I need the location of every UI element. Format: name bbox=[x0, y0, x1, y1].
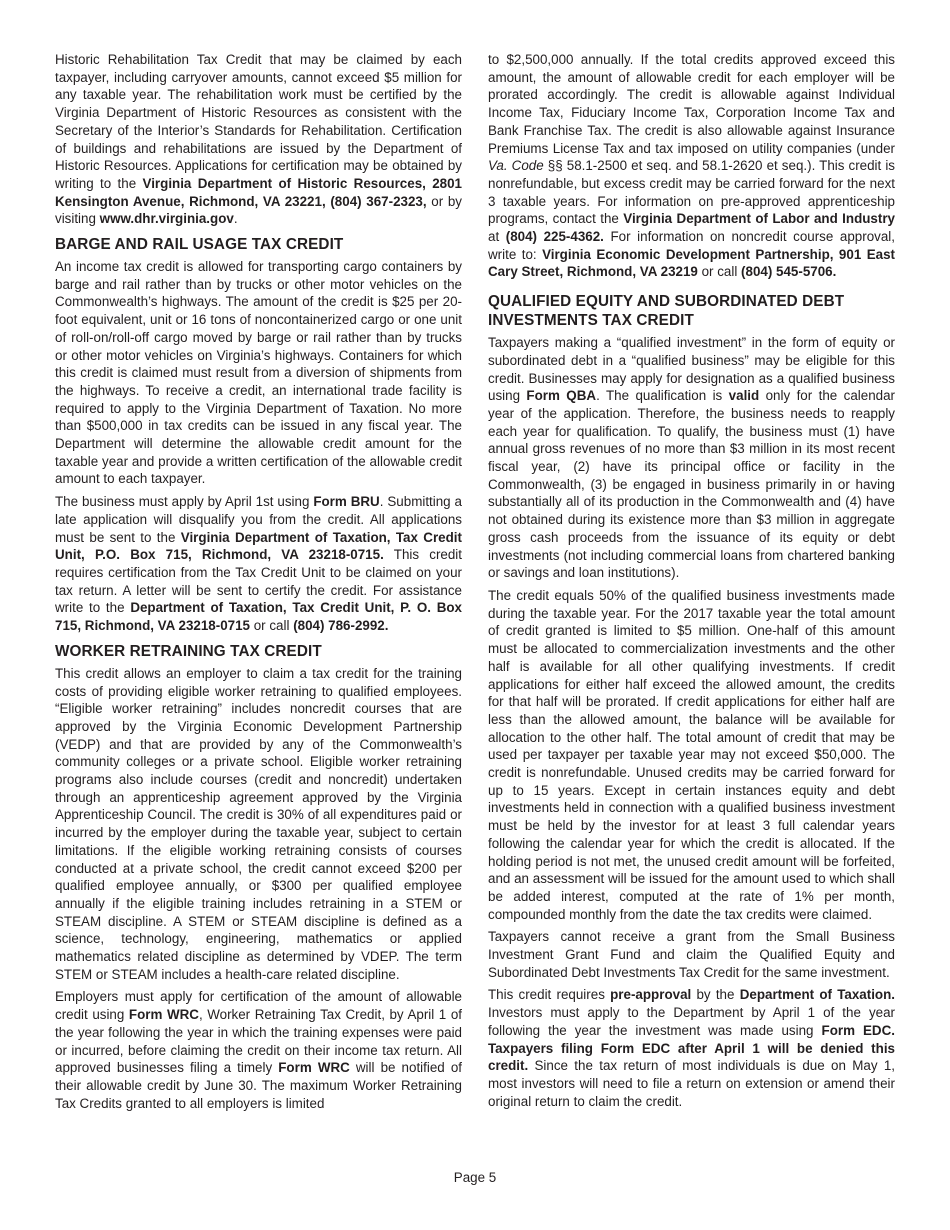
qualified-equity-heading: QUALIFIED EQUITY AND SUBORDINATED DEBT INVESTMENTS TAX CREDIT bbox=[488, 293, 845, 330]
page-number: Page 5 bbox=[453, 1170, 497, 1185]
worker-retraining-paragraph-2: Employers must apply for certification of the amount of allowable credit using Form WRC, Worker Retraining Tax Credit, by April 1 of the year following the year in which the training expenses were paid or incurred, before claiming the credit on their income tax return. All approved businesses filing a timely Form WRC will be notified of their allowable credit by June 30. The maximum Worker Retraining Tax Credits granted to all employers is limited bbox=[55, 989, 462, 1111]
qualified-equity-paragraph-4: This credit requires pre-approval by the Department of Taxation. Investors must apply to the Department by April 1 of the year following the year the investment was made using Form EDC. Taxpayers filing Form EDC after April 1 will be denied this credit. Since the tax return of most individuals is due on May 1, most investors will need to file a return on extension or amend their original return to claim the credit. bbox=[488, 987, 895, 1109]
worker-retraining-continued: to $2,500,000 annually. If the total credits approved exceed this amount, the amount of allowable credit for each employer will be prorated accordingly. The credit is allowable against Individual Income Tax, Fiduciary Income Tax, Corporation Income Tax and Bank Franchise Tax. The credit is also allowable against Insurance Premiums License Tax and tax imposed on utility companies (under Va. Code §§ 58.1-2500 et seq. and 58.1-2620 et seq.). This credit is nonrefundable, but excess credit may be carried forward for the next 3 taxable years. For information on pre-approved apprenticeship programs, contact the Virginia Department of Labor and Industry at (804) 225-4362. For information on noncredit course approval, write to: Virginia Economic Development Partnership, 901 East Cary Street, Richmond, VA 23219 or call (804) 545-5706. bbox=[488, 52, 895, 280]
left-column bbox=[55, 51, 462, 1117]
worker-retraining-paragraph-1: This credit allows an employer to claim a tax credit for the training costs of providing eligible worker retraining to qualified employees. “Eligible worker retraining” includes noncredit courses that are approved by the Virginia Economic Development Partnership (VEDP) and that are provided by any of the Commonwealth’s community colleges or a private school. Eligible worker retraining programs also include courses (credit and noncredit) undertaken through an apprenticeship agreement approved by the Virginia Apprenticeship Council. The credit is 30% of all expenditures paid or incurred by the employer during the taxable year, subject to certain limitations. If the eligible working retraining consists of courses conducted at a private school, the credit cannot exceed $200 per qualified employee annually, or $300 per qualified employee annually if the eligible training includes retraining in a STEM or STEAM discipline. A STEM or STEAM discipline is defined as a science, technology, engineering, mathematics or applied mathematics related discipline as determined by VDEP. The term STEM or STEAM includes a health-care related discipline. bbox=[55, 665, 462, 982]
barge-rail-paragraph-1: An income tax credit is allowed for transporting cargo containers by barge and rail rather than by trucks or other motor vehicles on the Commonwealth’s highways. The amount of the credit is $25 per 20-foot equivalent, unit or 16 tons of noncontainerized cargo or one unit of roll-on/roll-off cargo moved by barge or rail rather than by trucks or other motor vehicles on Virginia’s highways. Containers for which this credit is claimed must result from a diversion of shipments from the highways. To receive a credit, an international trade facility is required to apply to the Virginia Department of Taxation. No more than $500,000 in tax credits can be issued in any fiscal year. The Department will determine the allowable credit amount for the taxable year and provide a written certification of the allowable credit amount to each taxpayer. bbox=[55, 259, 462, 487]
historic-rehab-paragraph: Historic Rehabilitation Tax Credit that may be claimed by each taxpayer, including carryover amounts, cannot exceed $5 million for any taxable year. The rehabilitation work must be certified by the Virginia Department of Historic Resources as consistent with the Secretary of the Interior’s Standards for Rehabilitation. Certification of buildings and rehabilitations are issued by the Department of Historic Resources. Applications for certification may be obtained by writing to the Virginia Department of Historic Resources, 2801 Kensington Avenue, Richmond, VA 23221, (804) 367-2323, or by visiting www.dhr.virginia.gov. bbox=[55, 52, 462, 227]
qualified-equity-paragraph-2: The credit equals 50% of the qualified business investments made during the taxable year. For the 2017 taxable year the total amount of credit granted is limited to $5 million. One-half of this amount must be allocated to commercialization investments and the other half is available for all other qualifying investments. If credit applications for either half exceed the allowed amount, the credits for that half will be prorated. If credit applications for either half are less than the allowed amount, the balance will be available for allocation to the other half. The total amount of credit that may be used per taxpayer per taxable year may not exceed $50,000. The credit is nonrefundable. Unused credits may be carried forward for up to 15 years. Except in certain instances equity and debt investments held in connection with a qualified business investment must be held by the investor for at least 3 full calendar years following the calendar year for which the credit is allocated. If the holding period is not met, the unused credit amount will be forfeited, and an assessment will be issued for the amount used to which shall be added interest, computed at the rate of 1% per month, compounded monthly from the date the tax credits were claimed. bbox=[488, 587, 895, 922]
qualified-equity-paragraph-3: Taxpayers cannot receive a grant from the Small Business Investment Grant Fund and claim the Qualified Equity and Subordinated Debt Investments Tax Credit for the same investment. bbox=[488, 929, 895, 980]
worker-retraining-heading: WORKER RETRAINING TAX CREDIT bbox=[55, 642, 322, 660]
qualified-equity-paragraph-1: Taxpayers making a “qualified investment” in the form of equity or subordinated debt in a “qualified business” may be eligible for this credit. Businesses may apply for designation as a qualified business using Form QBA. The qualification is valid only for the calendar year of the application. Therefore, the business needs to reapply each year for qualification. To qualify, the business must (1) have annual gross revenues of no more than $3 million in its most recent fiscal year, (2) have its principal office or facility in the Commonwealth, (3) be engaged in business primarily in or having substantially all of its production in the Commonwealth and (4) have not obtained during its existence more than $3 million in aggregate gross cash proceeds from the issuance of its equity or debt investments (not including commercial loans from chartered banking or savings and loan institutions). bbox=[488, 335, 895, 581]
barge-rail-heading: BARGE AND RAIL USAGE TAX CREDIT bbox=[55, 236, 344, 254]
barge-rail-paragraph-2: The business must apply by April 1st using Form BRU. Submitting a late application will disqualify you from the credit. All applications must be sent to the Virginia Department of Taxation, Tax Credit Unit, P.O. Box 715, Richmond, VA 23218-0715. This credit requires certification from the Tax Credit Unit to be claimed on your tax return. A letter will be sent to certify the credit. For assistance write to the Department of Taxation, Tax Credit Unit, P. O. Box 715, Richmond, VA 23218-0715 or call (804) 786-2992. bbox=[55, 494, 463, 634]
right-column bbox=[488, 51, 895, 1115]
